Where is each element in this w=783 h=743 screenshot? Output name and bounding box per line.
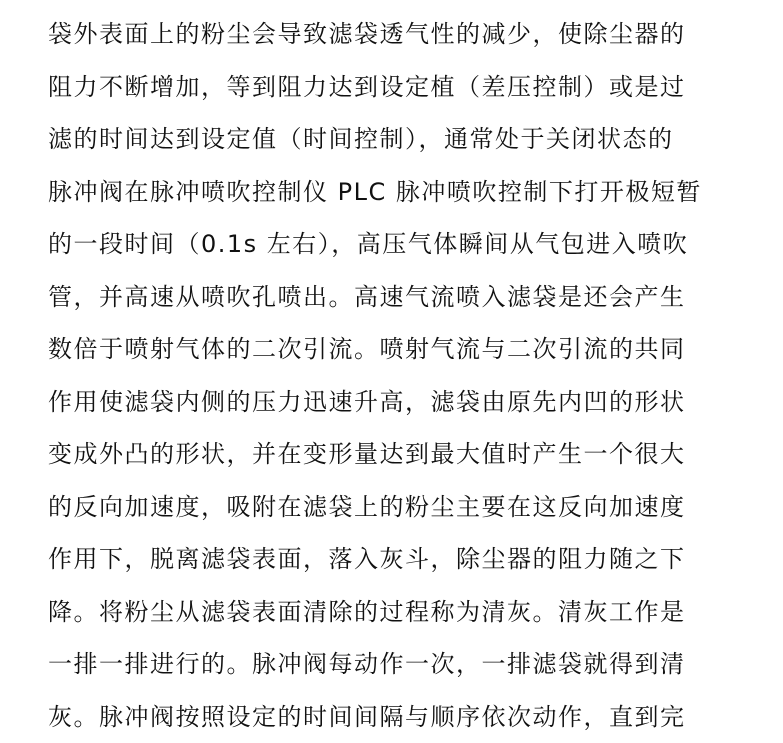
- text-line: 管，并高速从喷吹孔喷出。高速气流喷入滤袋是还会产生: [48, 282, 686, 311]
- text-line: 作用下，脱离滤袋表面，落入灰斗，除尘器的阻力随之下: [48, 545, 686, 573]
- text-line: 一排一排进行的。脉冲阀每动作一次，一排滤袋就得到清: [48, 650, 686, 678]
- text-line: 灰。脉冲阀按照设定的时间间隔与顺序依次动作，直到完: [48, 702, 686, 731]
- text-line: 降。将粉尘从滤袋表面清除的过程称为清灰。清灰工作是: [48, 597, 686, 626]
- text-line: 变成外凸的形状，并在变形量达到最大值时产生一个很大: [48, 440, 686, 468]
- text-line: 滤的时间达到设定值（时间控制），通常处于关闭状态的: [48, 125, 674, 153]
- text-line: 数倍于喷射气体的二次引流。喷射气流与二次引流的共同: [48, 335, 686, 363]
- text-line: 的反向加速度，吸附在滤袋上的粉尘主要在这反向加速度: [48, 492, 686, 521]
- text-line: 作用使滤袋内侧的压力迅速升高，滤袋由原先内凹的形状: [48, 387, 686, 416]
- text-line: 的一段时间（0.1s 左右），高压气体瞬间从气包进入喷吹: [48, 230, 689, 258]
- document-body: [48, 8, 748, 743]
- text-line: 阻力不断增加，等到阻力达到设定植（差压控制）或是过: [48, 72, 686, 101]
- text-line: 袋外表面上的粉尘会导致滤袋透气性的减少，使除尘器的: [48, 20, 686, 48]
- text-line: 脉冲阀在脉冲喷吹控制仪 PLC 脉冲喷吹控制下打开极短暂: [48, 177, 702, 206]
